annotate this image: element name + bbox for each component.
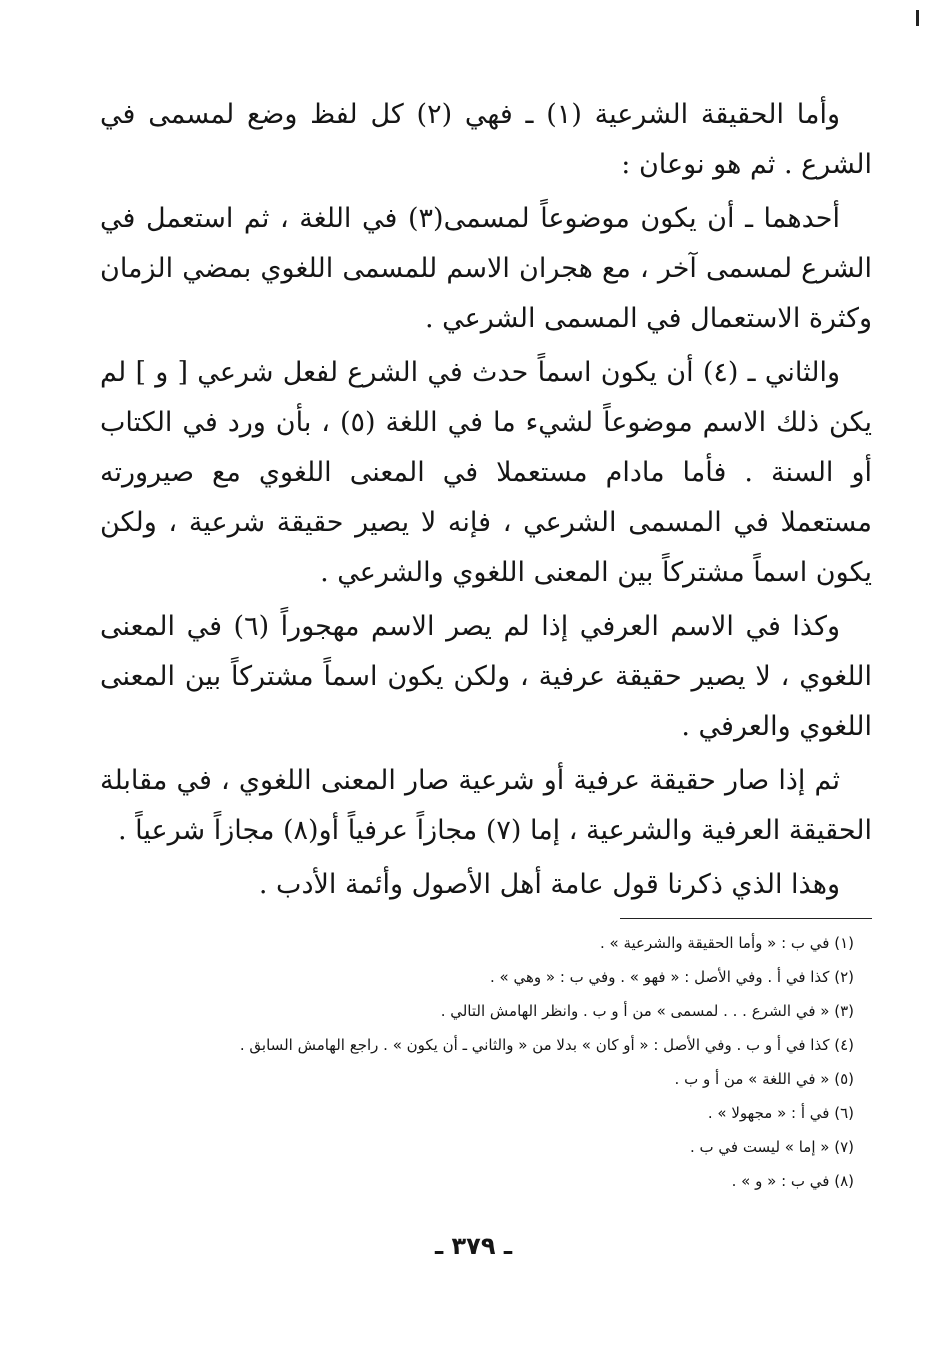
paragraph-conclusion: وهذا الذي ذكرنا قول عامة أهل الأصول وأئمة الأدب . (258, 869, 840, 900)
paragraph-customary-noun: وكذا في الاسم العرفي إذا لم يصر الاسم مهجوراً (٦) في المعنى اللغوي ، لا يصير حقيقة عرفية ، ولكن يكون اسماً مشتركاً بين المعنى اللغوي والعرفي . (100, 611, 872, 742)
footnote-2: (٢) كذا في أ . وفي الأصل : « فهو » . وفي ب : « وهي » . (489, 968, 854, 986)
scan-mark (916, 10, 919, 26)
paragraph-shariah-definition: وأما الحقيقة الشرعية (١) ـ فهي (٢) كل لفظ وضع لمسمى في الشرع . ثم هو نوعان : (100, 99, 872, 180)
footnote-1: (١) في ب : « وأما الحقيقة والشرعية » . (600, 934, 854, 952)
paragraph-first-type: أحدهما ـ أن يكون موضوعاً لمسمى(٣) في اللغة ، ثم استعمل في الشرع لمسمى آخر ، مع هجران الاسم للمسمى اللغوي بمضي الزمان وكثرة الاستعمال في المسمى الشرعي . (100, 203, 872, 334)
footnote-7: (٧) « إما » ليست في ب . (689, 1138, 854, 1156)
footnote-5: (٥) « في اللغة » من أ و ب . (674, 1070, 854, 1088)
footnote-4: (٤) كذا في أ و ب . وفي الأصل : « أو كان » بدلا من « والثاني ـ أن يكون » . راجع الهامش السابق . (239, 1036, 854, 1054)
footnotes (100, 926, 872, 1198)
footnote-3: (٣) « في الشرع . . . لمسمى » من أ و ب . وانظر الهامش التالي . (440, 1002, 854, 1020)
paragraph-metaphor: ثم إذا صار حقيقة عرفية أو شرعية صار المعنى اللغوي ، في مقابلة الحقيقة العرفية والشرعية ، إما (٧) مجازاً عرفياً أو(٨) مجازاً شرعياً . (100, 765, 872, 846)
footnote-divider (620, 918, 872, 919)
footnote-8: (٨) في ب : « و » . (731, 1172, 854, 1190)
main-text (100, 90, 872, 910)
paragraph-second-type: والثاني ـ (٤) أن يكون اسماً حدث في الشرع لفعل شرعي [ و ] لم يكن ذلك الاسم موضوعاً لشيء ما في اللغة (٥) ، بأن ورد في الكتاب أو السنة . فأما مادام مستعملا في المعنى اللغوي مع صيرورته مستعملا في المسمى الشرعي ، فإنه لا يصير حقيقة شرعية ، ولكن يكون اسماً مشتركاً بين المعنى اللغوي والشرعي . (100, 357, 872, 588)
footnote-6: (٦) في أ : « مجهولا » . (707, 1104, 854, 1122)
page-number: ـ ٣٧٩ ـ (434, 1232, 513, 1260)
